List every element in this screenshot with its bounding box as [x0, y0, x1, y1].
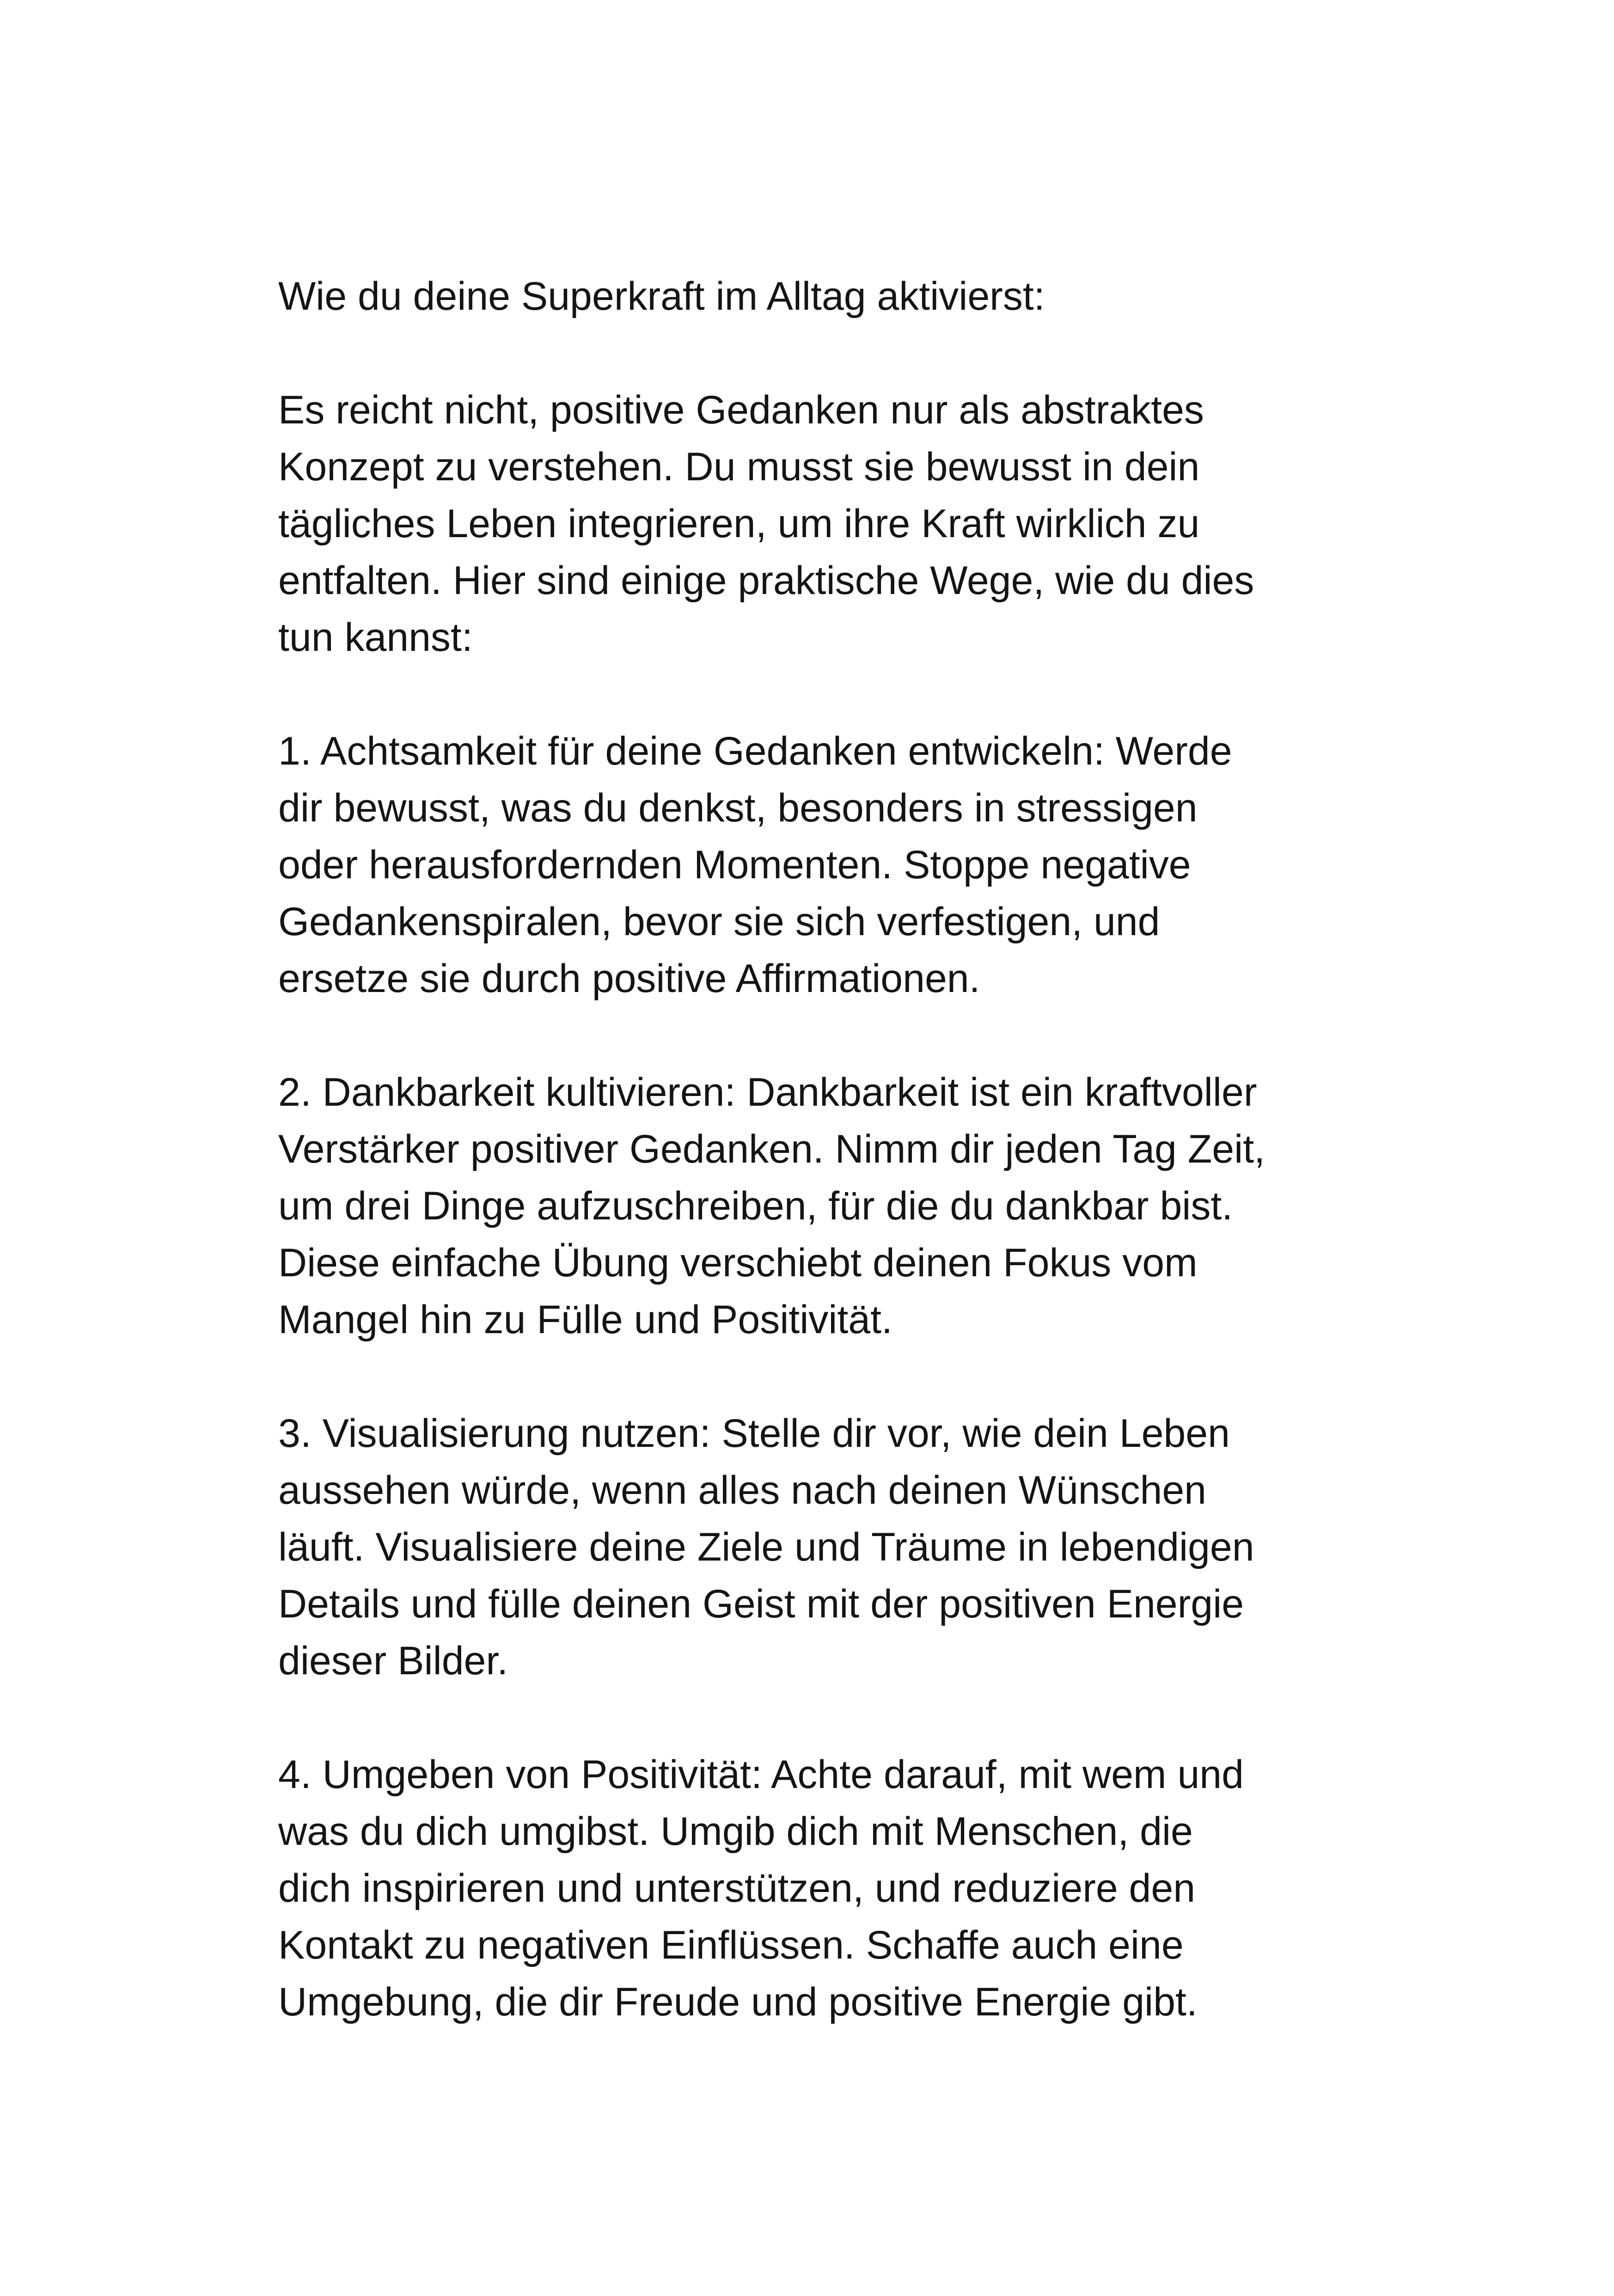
text-line: um drei Dinge aufzuschreiben, für die du dankbar bist. — [278, 1184, 1233, 1228]
text-line: 3. Visualisierung nutzen: Stelle dir vor, wie dein Leben — [278, 1411, 1230, 1456]
list-item-1-paragraph — [278, 723, 1388, 1007]
list-item-2-paragraph — [278, 1064, 1388, 1348]
text-line: Verstärker positiver Gedanken. Nimm dir jeden Tag Zeit, — [278, 1127, 1266, 1171]
text-line: ersetze sie durch positive Affirmationen. — [278, 956, 980, 1001]
text-line: dir bewusst, was du denkst, besonders in stressigen — [278, 786, 1198, 830]
text-line: dieser Bilder. — [278, 1639, 508, 1683]
text-line: Diese einfache Übung verschiebt deinen Fokus vom — [278, 1241, 1198, 1285]
text-line: oder herausfordernden Momenten. Stoppe negative — [278, 843, 1191, 887]
list-item-3-paragraph — [278, 1405, 1388, 1690]
text-line: 2. Dankbarkeit kultivieren: Dankbarkeit ist ein kraftvoller — [278, 1070, 1257, 1114]
text-line: Details und fülle deinen Geist mit der positiven Energie — [278, 1582, 1244, 1626]
text-line: Konzept zu verstehen. Du musst sie bewusst in dein — [278, 445, 1200, 489]
text-line: tägliches Leben integrieren, um ihre Kraft wirklich zu — [278, 502, 1200, 546]
text-line: was du dich umgibst. Umgib dich mit Menschen, die — [278, 1809, 1193, 1854]
text-line: Es reicht nicht, positive Gedanken nur als abstraktes — [278, 388, 1204, 432]
text-line: Mangel hin zu Fülle und Positivität. — [278, 1298, 893, 1342]
text-line: tun kannst: — [278, 615, 473, 660]
text-line: 4. Umgeben von Positivität: Achte darauf, mit wem und — [278, 1752, 1244, 1797]
text-line: Gedankenspiralen, bevor sie sich verfestigen, und — [278, 900, 1160, 944]
section-heading: Wie du deine Superkraft im Alltag aktivierst: — [278, 274, 1045, 318]
text-line: Kontakt zu negativen Einflüssen. Schaffe auch eine — [278, 1923, 1184, 1967]
text-line: aussehen würde, wenn alles nach deinen Wünschen — [278, 1468, 1206, 1512]
intro-paragraph — [278, 382, 1388, 666]
text-line: dich inspirieren und unterstützen, und reduziere den — [278, 1866, 1196, 1910]
document-body — [278, 268, 1388, 2088]
text-line: entfalten. Hier sind einige praktische Wege, wie du dies — [278, 558, 1254, 603]
text-line: Umgebung, die dir Freude und positive Energie gibt. — [278, 1980, 1198, 2024]
text-line: 1. Achtsamkeit für deine Gedanken entwickeln: Werde — [278, 729, 1232, 773]
text-line: läuft. Visualisiere deine Ziele und Träume in lebendigen — [278, 1525, 1254, 1569]
list-item-4-paragraph — [278, 1746, 1388, 2031]
